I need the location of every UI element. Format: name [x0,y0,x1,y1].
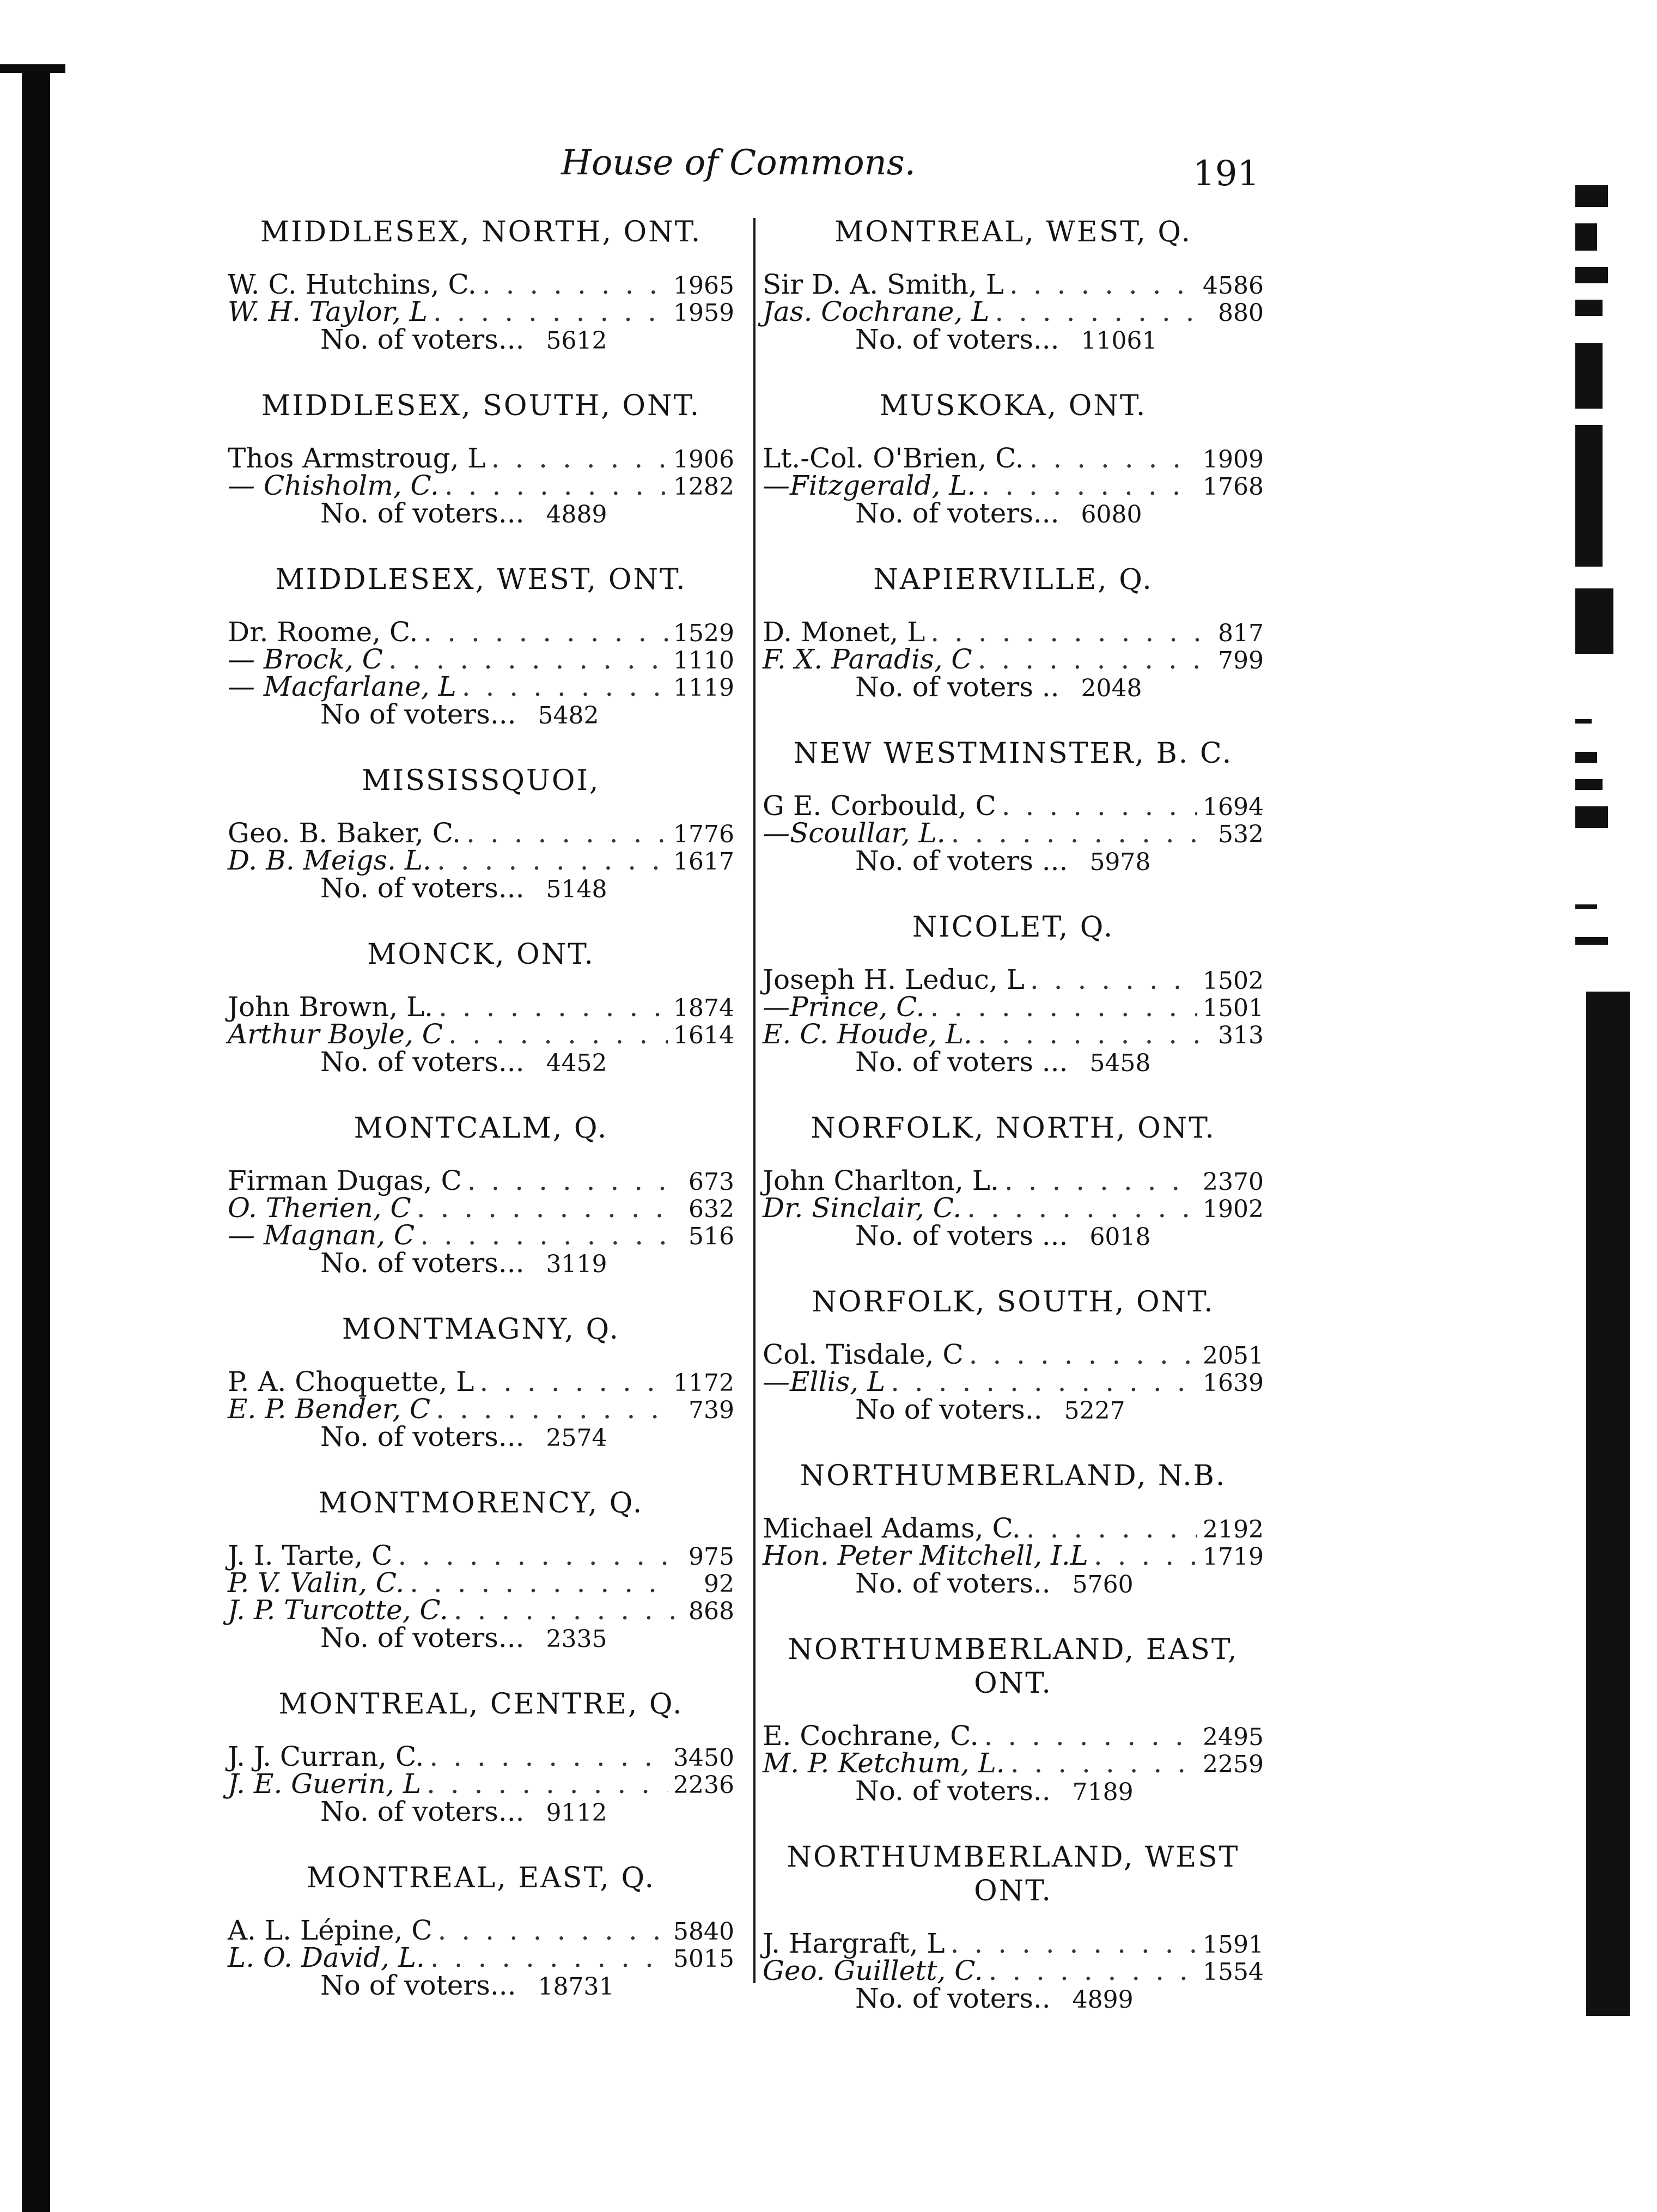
candidate-row [228,618,734,646]
constituency-block [763,1285,1264,1425]
leader-dots [436,1395,674,1423]
voters-label: No of voters... [320,698,516,730]
candidate-row [763,1368,1264,1395]
binding-edge [22,71,50,2212]
leader-dots [454,1596,674,1624]
candidate-votes: 1874 [673,994,734,1022]
constituency-heading: MONCK, ONT. [367,938,595,971]
candidate-votes: 1617 [673,848,734,876]
leader-dots [891,1368,1197,1395]
candidate-row [228,1020,734,1048]
voter-count [228,325,734,355]
voter-count [228,874,734,904]
constituency-block [763,1459,1264,1599]
candidate-votes: 1965 [673,272,734,300]
candidate-name: — Chisholm, C. [228,470,439,501]
candidate-votes: 1639 [1203,1369,1264,1397]
candidate-name: — Macfarlane, L [228,671,456,702]
candidate-row [228,1768,734,1800]
voter-count [763,325,1264,355]
voters-number: 5458 [1089,1049,1151,1077]
constituency-heading: NORTHUMBERLAND, N.B. [800,1460,1227,1492]
leader-dots [978,646,1204,673]
candidate-row [763,1341,1264,1368]
leader-dots [989,1957,1197,1984]
candidate-row [763,1749,1264,1777]
voters-label: No. of voters... [320,1247,525,1279]
candidate-name: Col. Tisdale, C [763,1339,964,1370]
right-column [763,215,1264,2014]
candidate-votes: 880 [1218,299,1264,327]
candidate-votes: 673 [689,1168,734,1196]
voters-label: No of voters... [320,1970,516,2001]
voters-label: No. of voters ... [855,1046,1068,1078]
constituency-heading: MUSKOKA, ONT. [879,390,1147,422]
leader-dots [981,472,1197,499]
candidate-votes: 1591 [1203,1931,1264,1959]
candidate-name: J. I. Tarte, C [228,1540,393,1571]
candidate-name: W. H. Taylor, L [228,296,428,327]
constituency-heading: MONTREAL, CENTRE, Q. [278,1688,684,1721]
constituency-block [763,1111,1264,1251]
candidate-name: Geo. B. Baker, C. [228,817,461,849]
voter-count [228,1048,734,1078]
voters-label: No. of voters.. [855,1775,1051,1807]
voters-label: No. of voters... [320,872,525,904]
candidate-row [228,1944,734,1971]
voter-count [228,1423,734,1453]
candidate-row [763,298,1264,325]
leader-dots [1094,1542,1197,1569]
voters-label: No. of voters... [320,1796,525,1827]
voters-number: 5978 [1089,848,1151,876]
constituency-block [763,215,1264,355]
voters-number: 5760 [1072,1571,1134,1599]
candidate-row [763,1020,1264,1048]
leader-dots [417,1194,674,1222]
leader-dots [995,298,1204,325]
constituency-block [228,1111,734,1279]
candidate-row [228,1743,734,1770]
voter-count [763,1395,1264,1425]
voters-label: No. of voters ... [855,1220,1068,1251]
candidate-name: Jas. Cochrane, L [763,296,990,327]
candidate-votes: 1768 [1203,473,1264,501]
candidate-row [763,1194,1264,1222]
candidate-name: —Fitzgerald, L. [763,470,976,501]
candidate-name: Firman Dugas, C [228,1165,462,1196]
candidate-votes: 1554 [1203,1958,1264,1986]
candidate-row [228,819,734,847]
constituency-heading: NICOLET, Q. [912,911,1114,944]
candidate-row [763,271,1264,298]
constituency-block [228,563,734,730]
voters-number: 2335 [546,1625,607,1653]
candidate-row [228,271,734,298]
candidate-name: —Scoullar, L. [763,817,946,849]
voters-number: 6018 [1089,1223,1151,1251]
candidate-row [228,673,734,700]
leader-dots [433,298,668,325]
candidate-row [228,643,734,675]
candidate-votes: 2495 [1203,1723,1264,1751]
voter-count [228,1249,734,1279]
candidate-name: M. P. Ketchum, L. [763,1747,1005,1779]
candidate-row [763,618,1264,646]
candidate-votes: 1614 [673,1022,734,1049]
candidate-votes: 2259 [1203,1751,1264,1778]
candidate-name: Geo. Guillett, C. [763,1955,983,1986]
voter-count [763,673,1264,703]
constituency-block [228,1312,734,1453]
leader-dots [1004,1167,1197,1194]
leader-dots [437,847,668,874]
constituency-heading: MONTMAGNY, Q. [342,1313,620,1346]
voters-number: 18731 [538,1973,614,2001]
candidate-name: G E. Corbould, C [763,790,996,822]
voter-count [763,1222,1264,1251]
candidate-row [228,1368,734,1395]
constituency-block [763,389,1264,529]
leader-dots [466,819,668,847]
voters-label: No. of voters .. [855,671,1059,703]
candidate-row [763,790,1264,822]
leader-dots [448,1020,668,1048]
constituency-block [228,938,734,1078]
voters-label: No. of voters... [320,1421,525,1453]
candidate-name: John Charlton, L. [763,1165,999,1196]
candidate-votes: 2051 [1203,1342,1264,1370]
candidate-name: Dr. Roome, C. [228,616,418,648]
candidate-votes: 1694 [1203,793,1264,821]
candidate-row [228,442,734,474]
candidate-name: O. Therien, C [228,1192,411,1224]
column-divider [753,218,756,1983]
candidate-row [763,1957,1264,1984]
candidate-votes: 2370 [1203,1168,1264,1196]
candidate-votes: 4586 [1203,272,1264,300]
voters-number: 5148 [546,876,607,903]
constituency-block [228,1861,734,2001]
leader-dots [427,1770,668,1797]
voter-count [763,847,1264,877]
candidate-row [228,991,734,1023]
candidate-name: E. Cochrane, C. [763,1720,979,1752]
voter-count [763,1984,1264,2014]
leader-dots [410,1569,674,1596]
candidate-votes: 2192 [1203,1516,1264,1543]
leader-dots [984,1722,1198,1749]
leader-dots [1010,1749,1197,1777]
candidate-votes: 1119 [673,674,734,702]
voters-number: 2048 [1081,674,1142,702]
leader-dots [1030,966,1197,993]
constituency-heading: NORTHUMBERLAND, EAST, ONT. [788,1633,1239,1700]
candidate-row [228,1567,734,1599]
leader-dots [967,1194,1197,1222]
candidate-row [763,819,1264,847]
leader-dots [969,1341,1197,1368]
candidate-votes: 1776 [673,821,734,848]
candidate-row [228,1917,734,1944]
voters-number: 5612 [546,327,607,355]
leader-dots [1029,445,1197,472]
leader-dots [482,271,668,298]
candidate-name: J. P. Turcotte, C. [228,1594,448,1626]
candidate-name: Hon. Peter Mitchell, I.L [763,1540,1088,1571]
candidate-row [228,1167,734,1194]
candidate-name: E. C. Houde, L. [763,1018,972,1050]
voters-label: No. of voters... [855,497,1059,529]
constituency-block [228,764,734,904]
candidate-name: — Brock, C [228,643,383,675]
candidate-name: — Magnan, C [228,1219,415,1251]
candidate-name: John Brown, L. [228,991,434,1023]
candidate-name: Lt.-Col. O'Brien, C. [763,442,1024,474]
leader-dots [423,618,668,646]
candidate-name: J. E. Guerin, L [228,1768,422,1800]
constituency-block [228,215,734,355]
candidate-name: Arthur Boyle, C [228,1018,443,1050]
voters-number: 4452 [546,1049,607,1077]
leader-dots [491,445,668,472]
leader-dots [420,1222,674,1249]
voters-label: No. of voters... [320,324,525,355]
candidate-votes: 92 [704,1570,734,1598]
candidate-row [763,1512,1264,1544]
constituency-heading: MONTREAL, WEST, Q. [834,216,1192,248]
candidate-row [228,472,734,499]
voters-number: 4889 [546,501,607,528]
voter-count [228,1624,734,1654]
constituency-heading: NORTHUMBERLAND, WEST ONT. [787,1841,1240,1907]
candidate-votes: 1959 [673,299,734,327]
voters-number: 5482 [538,702,599,730]
leader-dots [467,1167,674,1194]
candidate-row [228,1395,734,1423]
voters-label: No. of voters.. [855,1983,1051,2014]
voters-label: No. of voters ... [855,845,1068,877]
candidate-row [763,1167,1264,1194]
candidate-votes: 5840 [673,1918,734,1946]
candidate-votes: 3450 [673,1744,734,1772]
candidate-row [228,1596,734,1624]
candidate-name: Sir D. A. Smith, L [763,269,1004,300]
constituency-block [763,737,1264,877]
candidate-votes: 1110 [673,647,734,674]
candidate-votes: 632 [689,1195,734,1223]
leader-dots [438,1917,668,1944]
voters-number: 11061 [1081,327,1158,355]
candidate-row [763,991,1264,1023]
candidate-votes: 516 [689,1223,734,1250]
leader-dots [438,993,668,1020]
leader-dots [479,1368,668,1395]
candidate-votes: 313 [1218,1022,1264,1049]
constituency-heading: MIDDLESEX, WEST, ONT. [275,563,687,596]
constituency-heading: NORFOLK, NORTH, ONT. [811,1112,1216,1145]
leader-dots [951,1930,1197,1957]
candidate-name: A. L. Lépine, C [228,1915,432,1946]
constituency-block [763,1633,1264,1807]
candidate-votes: 1172 [673,1369,734,1397]
voter-count [763,499,1264,529]
voters-label: No of voters.. [855,1394,1043,1425]
voter-count [763,1569,1264,1599]
candidate-votes: 1902 [1203,1195,1264,1223]
scan-margin-artifact [1554,174,1657,2027]
voter-count [228,1971,734,2001]
candidate-name: Thos Armstroug, L [228,442,486,474]
candidate-votes: 817 [1218,619,1264,647]
leader-dots [444,472,668,499]
leader-dots [1026,1515,1197,1542]
candidate-row [228,1219,734,1251]
leader-dots [951,819,1204,847]
voters-label: No. of voters... [320,1622,525,1654]
candidate-name: Joseph H. Leduc, L [763,964,1025,995]
candidate-row [228,844,734,876]
candidate-name: E. P. Bender, C [228,1393,431,1425]
leader-dots [462,673,668,700]
voters-label: No. of voters... [320,497,525,529]
leader-dots [430,1944,668,1971]
candidate-votes: 1282 [673,473,734,501]
candidate-row [228,1194,734,1222]
leader-dots [398,1542,674,1569]
constituency-heading: NAPIERVILLE, Q. [873,563,1153,596]
leader-dots [388,646,668,673]
candidate-votes: 1909 [1203,446,1264,473]
candidate-votes: 1502 [1203,967,1264,995]
candidate-name: D. B. Meigs. L. [228,844,431,876]
candidate-row [763,1930,1264,1957]
page-number: 191 [1193,154,1260,194]
constituency-heading: MIDDLESEX, NORTH, ONT. [260,216,702,248]
voters-number: 9112 [546,1799,607,1827]
candidate-name: J. Hargraft, L [763,1928,945,1959]
candidate-votes: 975 [689,1543,734,1571]
voter-count [763,1048,1264,1078]
leader-dots [1009,271,1197,298]
leader-dots [429,1743,668,1770]
leader-dots [930,618,1204,646]
candidate-name: —Prince, C. [763,991,925,1023]
voters-number: 2574 [546,1424,607,1452]
candidate-votes: 799 [1218,647,1264,674]
voter-count [763,1777,1264,1807]
candidate-name: L. O. David, L. [228,1942,425,1973]
candidate-name: P. A. Choquette, L [228,1366,474,1397]
candidate-votes: 2236 [673,1771,734,1799]
voter-count [228,700,734,730]
constituency-block [228,389,734,529]
constituency-block [763,563,1264,703]
constituency-heading: NEW WESTMINSTER, B. C. [793,737,1233,770]
candidate-row [228,298,734,325]
candidate-name: P. V. Valin, C. [228,1567,405,1599]
candidate-row [763,442,1264,474]
constituency-block [228,1486,734,1654]
candidate-name: D. Monet, L [763,616,925,648]
voter-count [228,499,734,529]
constituency-heading: MONTCALM, Q. [354,1112,608,1145]
candidate-row [763,1542,1264,1569]
candidate-row [763,643,1264,675]
candidate-votes: 1719 [1203,1543,1264,1571]
constituency-heading: NORFOLK, SOUTH, ONT. [812,1286,1215,1318]
candidate-name: W. C. Hutchins, C. [228,269,477,300]
voters-number: 3119 [546,1250,607,1278]
candidate-row [763,1720,1264,1752]
left-column [228,215,734,2001]
voter-count [228,1797,734,1827]
candidate-name: J. J. Curran, C. [228,1741,424,1772]
constituency-block [763,910,1264,1078]
voters-number: 7189 [1072,1778,1134,1806]
constituency-heading: MISSISSQUOI, [362,764,600,797]
candidate-votes: 1529 [673,619,734,647]
leader-dots [930,993,1198,1020]
constituency-heading: MIDDLESEX, SOUTH, ONT. [261,390,701,422]
constituency-block [228,1687,734,1827]
constituency-heading: MONTREAL, EAST, Q. [306,1862,656,1894]
candidate-votes: 5015 [673,1945,734,1973]
candidate-name: F. X. Paradis, C [763,643,972,675]
voters-label: No. of voters.. [855,1567,1051,1599]
voters-number: 5227 [1064,1397,1125,1425]
candidate-votes: 532 [1218,821,1264,848]
candidate-votes: 868 [689,1597,734,1625]
constituency-heading: MONTMORENCY, Q. [318,1487,644,1520]
candidate-row [763,966,1264,993]
candidate-votes: 1906 [673,446,734,473]
leader-dots [1002,792,1197,819]
running-head: House of Commons. [561,143,916,183]
voters-label: No. of voters... [855,324,1059,355]
leader-dots [978,1020,1204,1048]
candidate-name: Dr. Sinclair, C. [763,1192,962,1224]
candidate-row [228,1542,734,1569]
candidate-votes: 1501 [1203,994,1264,1022]
candidate-row [763,472,1264,499]
candidate-name: —Ellis, L [763,1366,886,1397]
constituency-block [763,1840,1264,2014]
candidate-votes: 739 [689,1396,734,1424]
voters-number: 4899 [1072,1986,1134,2014]
voters-label: No. of voters... [320,1046,525,1078]
voters-number: 6080 [1081,501,1142,528]
candidate-name: Michael Adams, C. [763,1512,1021,1544]
